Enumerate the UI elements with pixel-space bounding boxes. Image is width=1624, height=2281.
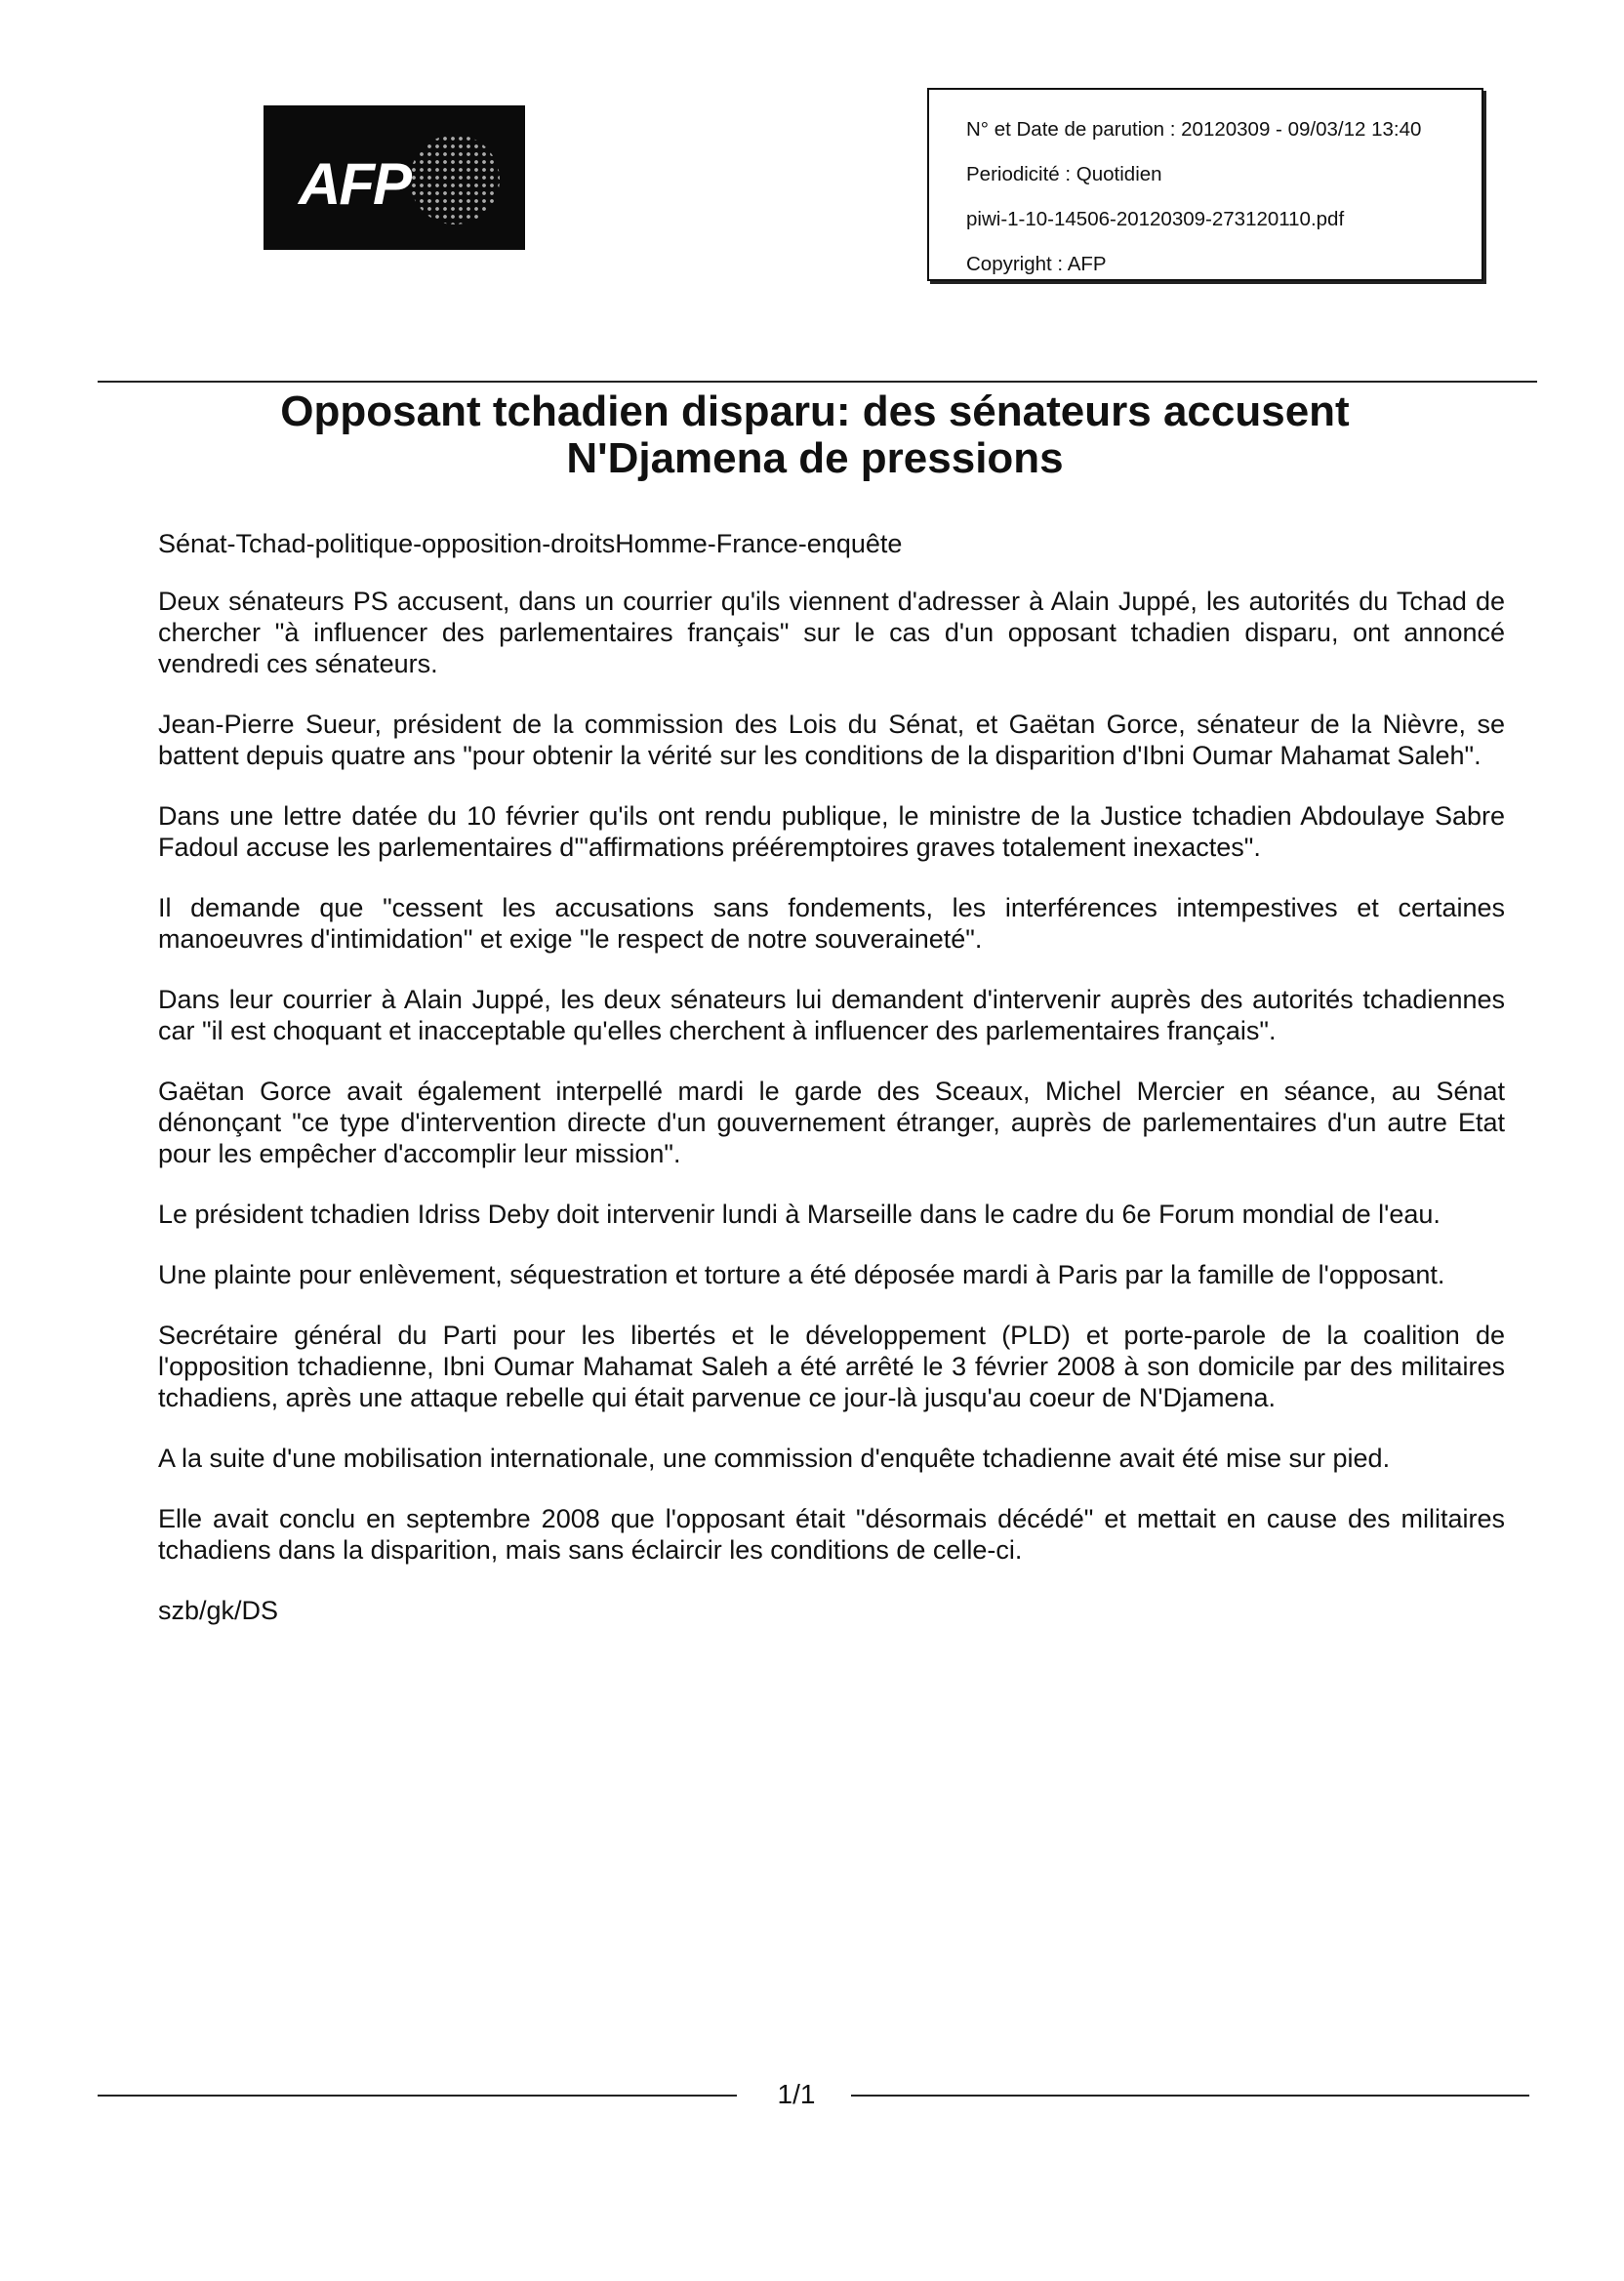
paragraph: Dans une lettre datée du 10 février qu'ils ont rendu publique, le ministre de la Justice tchadien Abdoulaye Sabre Fadoul accuse les parlementaires d'"affirmations prééremptoires graves totalement inexactes". bbox=[158, 801, 1505, 862]
paragraph: A la suite d'une mobilisation internationale, une commission d'enquête tchadienne avait été mise sur pied. bbox=[158, 1444, 1391, 1473]
paragraph: Il demande que "cessent les accusations sans fondements, les interférences intempestives et certaines manoeuvres d'intimidation" et exige "le respect de notre souveraineté". bbox=[158, 893, 1505, 954]
title-line-2: N'Djamena de pressions bbox=[566, 434, 1064, 482]
periodicity: Periodicité : Quotidien bbox=[966, 163, 1162, 185]
publication-info-box bbox=[927, 88, 1483, 281]
paragraph: Secrétaire général du Parti pour les libertés et le développement (PLD) et porte-parole de la coalition de l'opposition tchadienne, Ibni Oumar Mahamat Saleh a été arrêté le 3 février 2008 à son domicile par des militaires tchadiens, après une attaque rebelle qui était parvenue ce jour-là jusqu'au coeur de N'Djamena. bbox=[158, 1321, 1505, 1412]
article-title bbox=[156, 388, 1474, 482]
page-number: 1/1 bbox=[777, 2079, 816, 2109]
paragraph: Deux sénateurs PS accusent, dans un courrier qu'ils viennent d'adresser à Alain Juppé, les autorités du Tchad de chercher "à influencer des parlementaires français" sur le cas d'un opposant tchadien disparu, ont annoncé vendredi ces sénateurs. bbox=[158, 587, 1505, 678]
afp-logo-text: AFP bbox=[299, 151, 410, 217]
copyright: Copyright : AFP bbox=[966, 253, 1107, 275]
file-name: piwi-1-10-14506-20120309-273120110.pdf bbox=[966, 208, 1345, 230]
paragraph: Le président tchadien Idriss Deby doit intervenir lundi à Marseille dans le cadre du 6e Forum mondial de l'eau. bbox=[158, 1200, 1441, 1229]
author-signature: szb/gk/DS bbox=[158, 1596, 279, 1625]
publication-date: N° et Date de parution : 20120309 - 09/03/12 13:40 bbox=[966, 118, 1422, 141]
title-line-1: Opposant tchadien disparu: des sénateurs accusent bbox=[280, 387, 1350, 435]
article-body bbox=[158, 586, 1505, 1626]
article-keywords: Sénat-Tchad-politique-opposition-droitsHomme-France-enquête bbox=[158, 529, 903, 558]
footer-divider-right bbox=[851, 2095, 1529, 2097]
paragraph: Une plainte pour enlèvement, séquestration et torture a été déposée mardi à Paris par la famille de l'opposant. bbox=[158, 1260, 1445, 1289]
paragraph: Elle avait conclu en septembre 2008 que l'opposant était "désormais décédé" et mettait en cause des militaires tchadiens dans la disparition, mais sans éclaircir les conditions de celle-ci. bbox=[158, 1504, 1505, 1565]
footer-divider-left bbox=[98, 2095, 737, 2097]
afp-logo bbox=[264, 105, 525, 250]
header-divider bbox=[98, 381, 1537, 383]
globe-icon bbox=[410, 135, 500, 224]
paragraph: Dans leur courrier à Alain Juppé, les deux sénateurs lui demandent d'intervenir auprès des autorités tchadiennes car "il est choquant et inacceptable qu'elles cherchent à influencer des parlementaires français". bbox=[158, 985, 1505, 1045]
paragraph: Gaëtan Gorce avait également interpellé mardi le garde des Sceaux, Michel Mercier en séance, au Sénat dénonçant "ce type d'intervention directe d'un gouvernement étranger, auprès de parlementaires d'un autre Etat pour les empêcher d'accomplir leur mission". bbox=[158, 1077, 1505, 1168]
paragraph: Jean-Pierre Sueur, président de la commission des Lois du Sénat, et Gaëtan Gorce, sénateur de la Nièvre, se battent depuis quatre ans "pour obtenir la vérité sur les conditions de la disparition d'Ibni Oumar Mahamat Saleh". bbox=[158, 710, 1505, 770]
